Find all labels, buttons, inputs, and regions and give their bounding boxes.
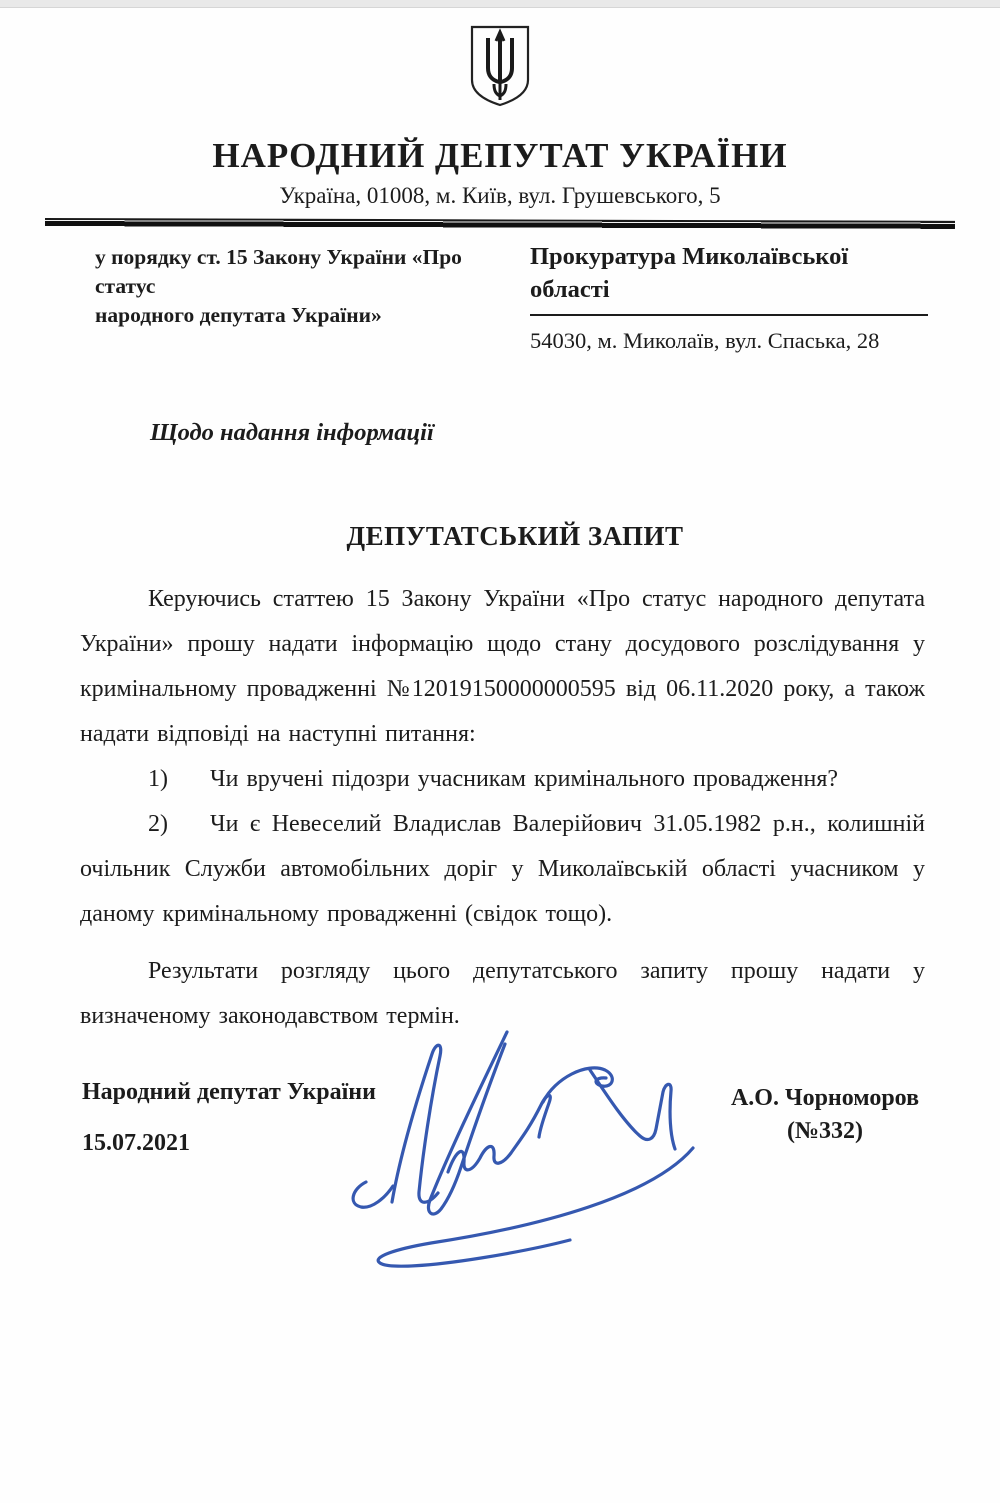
subject-line: Щодо надання інформації xyxy=(150,419,434,446)
document-date: 15.07.2021 xyxy=(82,1130,190,1156)
letterhead-divider xyxy=(45,218,955,230)
question-number: 1) xyxy=(148,766,168,792)
recipient-underline xyxy=(530,314,928,316)
document-body xyxy=(80,577,925,1039)
question-text: Чи вручені підозри учасникам кримінального провадження? xyxy=(210,766,839,792)
legal-reference-line: народного депутата України» xyxy=(95,303,382,327)
recipient-address: 54030, м. Миколаїв, вул. Спаська, 28 xyxy=(530,328,880,353)
handwritten-signature-icon xyxy=(300,1030,710,1270)
document-title: ДЕПУТАТСЬКИЙ ЗАПИТ xyxy=(346,521,684,551)
question-text: Чи є Невеселий Владислав Валерійович 31.05.1982 р.н., колишній очільник Служби автомобільних доріг у Миколаївській області учасником у даному кримінальному провадженні (свідок тощо). xyxy=(80,811,925,927)
legal-reference-line: у порядку ст. 15 Закону України «Про статус xyxy=(95,245,462,298)
signatory-name-block xyxy=(700,1082,950,1148)
recipient-block xyxy=(530,240,930,354)
letterhead-title: НАРОДНИЙ ДЕПУТАТ УКРАЇНИ xyxy=(212,136,788,175)
question-number: 2) xyxy=(148,811,168,837)
closing-paragraph: Результати розгляду цього депутатського запиту прошу надати у визначеному законодавством термін. xyxy=(80,958,925,1029)
signatory-position: Народний депутат України xyxy=(82,1079,376,1105)
signatory-number: (№332) xyxy=(786,1118,864,1144)
question-item xyxy=(80,757,925,802)
letterhead-address: Україна, 01008, м. Київ, вул. Грушевського, 5 xyxy=(279,183,721,208)
signatory-name: А.О. Чорноморов xyxy=(730,1085,920,1111)
recipient-name: Прокуратура Миколаївської області xyxy=(530,243,849,303)
question-item xyxy=(80,802,925,937)
body-paragraph: Керуючись статтею 15 Закону України «Про статус народного депутата України» прошу надати інформацію щодо стану досудового розслідування у кримінальному провадженні №12019150000000595 від 06.11.2020 року, а також надати відповіді на наступні питання: xyxy=(80,586,925,747)
scan-edge-artifact xyxy=(0,0,1000,8)
legal-reference xyxy=(95,243,495,330)
ukraine-trident-emblem-icon xyxy=(468,24,532,108)
